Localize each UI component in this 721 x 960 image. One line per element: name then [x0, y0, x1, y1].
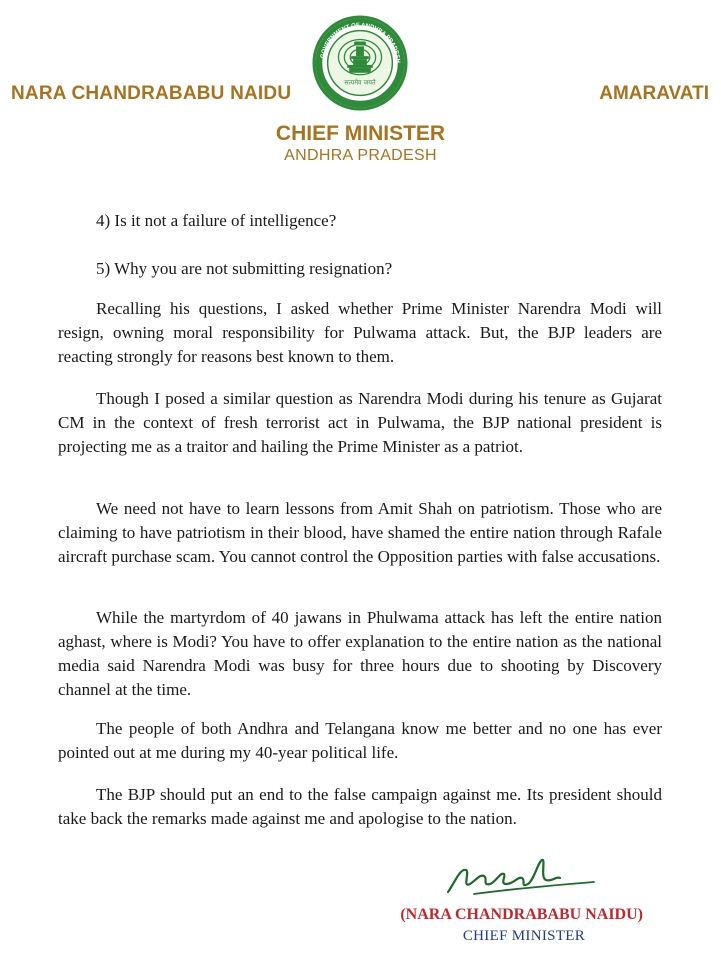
paragraph-3: We need not have to learn lessons from Amit Shah on patriotism. Those who are claiming to have patriotism in their blood, have shamed the entire nation through Rafale aircraft purchase scam. You cannot control the Opposition parties with false accusations. [58, 499, 662, 566]
page-title: CHIEF MINISTER [275, 122, 446, 145]
emblem-ring-text: GOVERNMENT OF ANDHRA PRADESH [320, 22, 401, 64]
signatory-title: CHIEF MINISTER [462, 928, 585, 944]
question-4: 4) Is it not a failure of intelligence? [96, 211, 337, 230]
paragraph-6: The BJP should put an end to the false campaign against me. Its president should take back the remarks made against me and apologise to the nation. [58, 785, 662, 828]
paragraph-4: While the martyrdom of 40 jawans in Phulwama attack has left the entire nation aghast, where is Modi? You have to offer explanation to the entire nation as the national media said Narendra Modi was busy for three hours due to shooting by Discovery channel at the time. [58, 608, 662, 699]
question-5: 5) Why you are not submitting resignation? [96, 259, 393, 278]
handwritten-signature [444, 854, 604, 900]
paragraph-1: Recalling his questions, I asked whether Prime Minister Narendra Modi will resign, owning moral responsibility for Pulwama attack. But, the BJP leaders are reacting strongly for reasons best known to them. [58, 299, 662, 366]
emblem-motto: सत्यमेव जयते [344, 78, 376, 87]
paragraph-2: Though I posed a similar question as Narendra Modi during his tenure as Gujarat CM in the context of fresh terrorist act in Pulwama, the BJP national president is projecting me as a traitor and hailing the Prime Minister as a patriot. [58, 389, 662, 456]
letterhead-name: NARA CHANDRABABU NAIDU [11, 83, 292, 104]
page-subtitle: ANDHRA PRADESH [284, 147, 437, 164]
signatory-name: (NARA CHANDRABABU NAIDU) [400, 906, 643, 923]
andhra-pradesh-emblem-icon [311, 14, 409, 112]
letterhead-place: AMARAVATI [599, 83, 709, 104]
paragraph-5: The people of both Andhra and Telangana know me better and no one has ever pointed out at me during my 40-year political life. [58, 719, 662, 762]
